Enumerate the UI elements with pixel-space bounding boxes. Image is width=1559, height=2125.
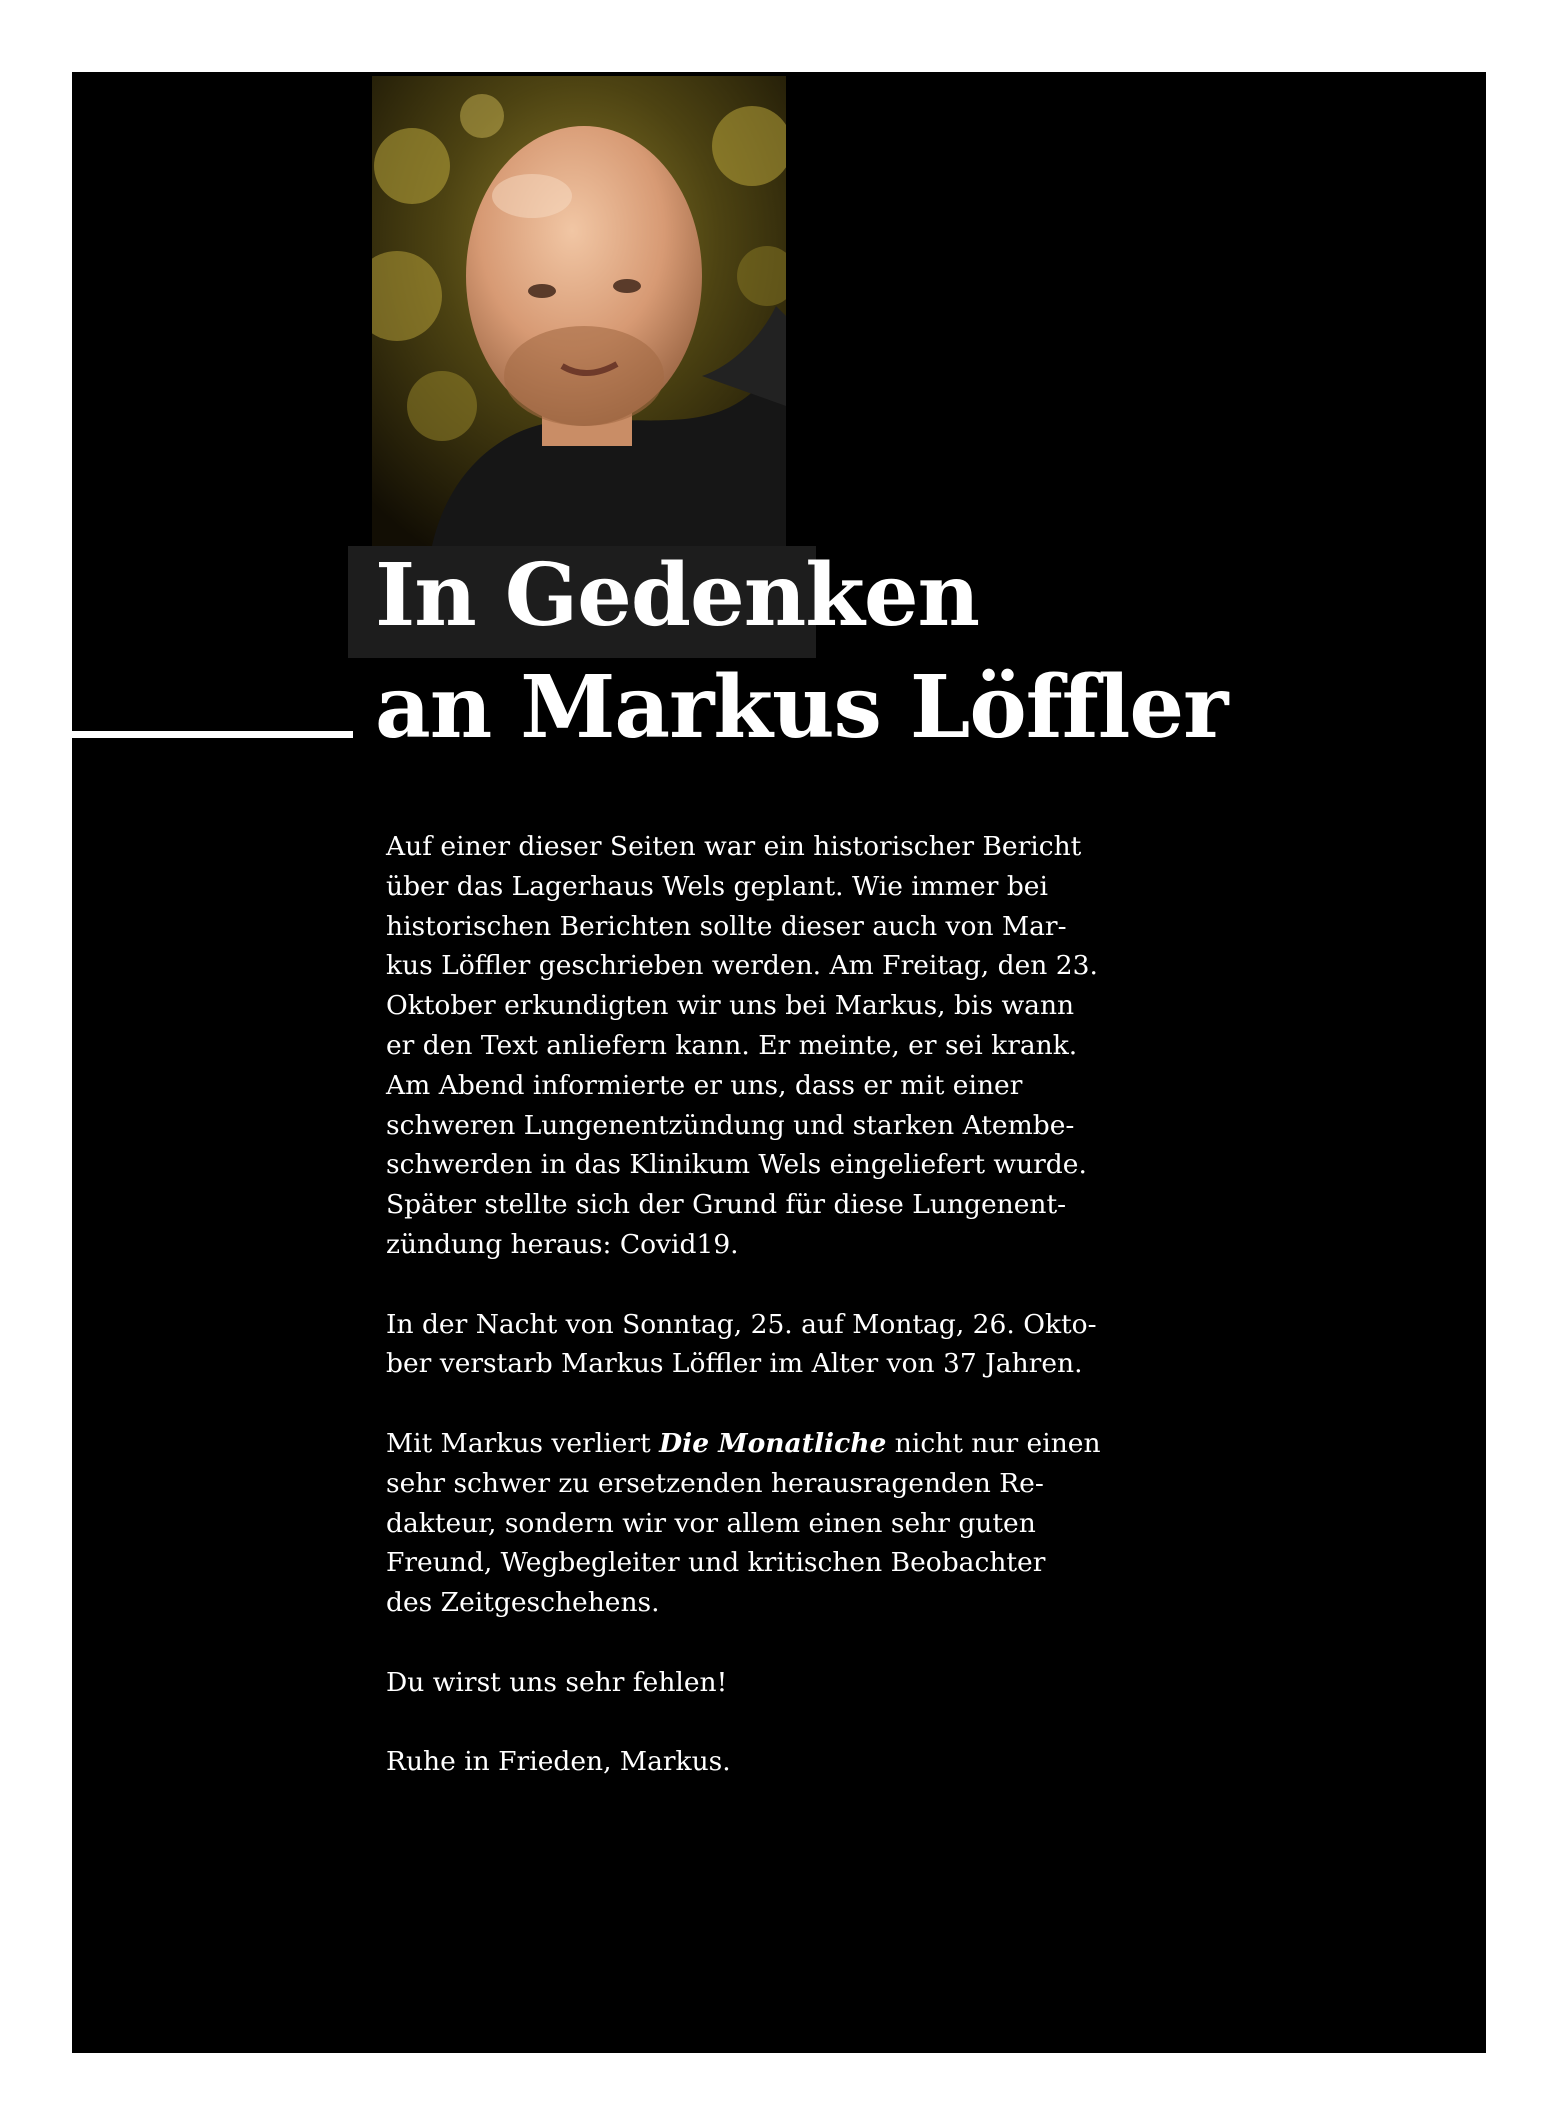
paragraph-1: Auf einer dieser Seiten war ein historischer Bericht über das Lagerhaus Wels geplant. Wie immer bei historischen Berichten sollte dieser auch von Mar- kus Löffler geschrieben werden. Am Freitag, den 23. Oktober erkundigten wir uns bei Markus, bis wann er den Text anliefern kann. Er meinte, er sei krank. Am Abend informierte er uns, dass er mit einer schweren Lungenentzündung und starken Atembe- schwerden in das Klinikum Wels eingeliefert wurde. Später stellte sich der Grund für diese Lungenent- zündung heraus: Covid19. (386, 831, 1098, 1260)
memorial-panel (72, 72, 1486, 2053)
memorial-text (386, 827, 1106, 1822)
title-rule (72, 731, 353, 738)
title-line-2: an Markus Löffler (375, 657, 1228, 758)
magazine-name: Die Monatliche (659, 1427, 887, 1459)
portrait-photo (372, 76, 786, 546)
paragraph-5: Ruhe in Frieden, Markus. (386, 1746, 731, 1778)
paragraph-2: In der Nacht von Sonntag, 25. auf Montag, 26. Okto- ber verstarb Markus Löffler im Alter von 37 Jahren. (386, 1308, 1097, 1380)
title-line-1: In Gedenken (375, 545, 980, 646)
paragraph-4: Du wirst uns sehr fehlen! (386, 1666, 728, 1698)
memorial-title (375, 540, 1227, 764)
paragraph-3: Mit Markus verliert Die Monatliche nicht nur einen sehr schwer zu ersetzenden herausragenden Re- dakteur, sondern wir vor allem einen sehr guten Freund, Wegbegleiter und kritischen Beobachter des Zeitgeschehens. (386, 1427, 1101, 1619)
